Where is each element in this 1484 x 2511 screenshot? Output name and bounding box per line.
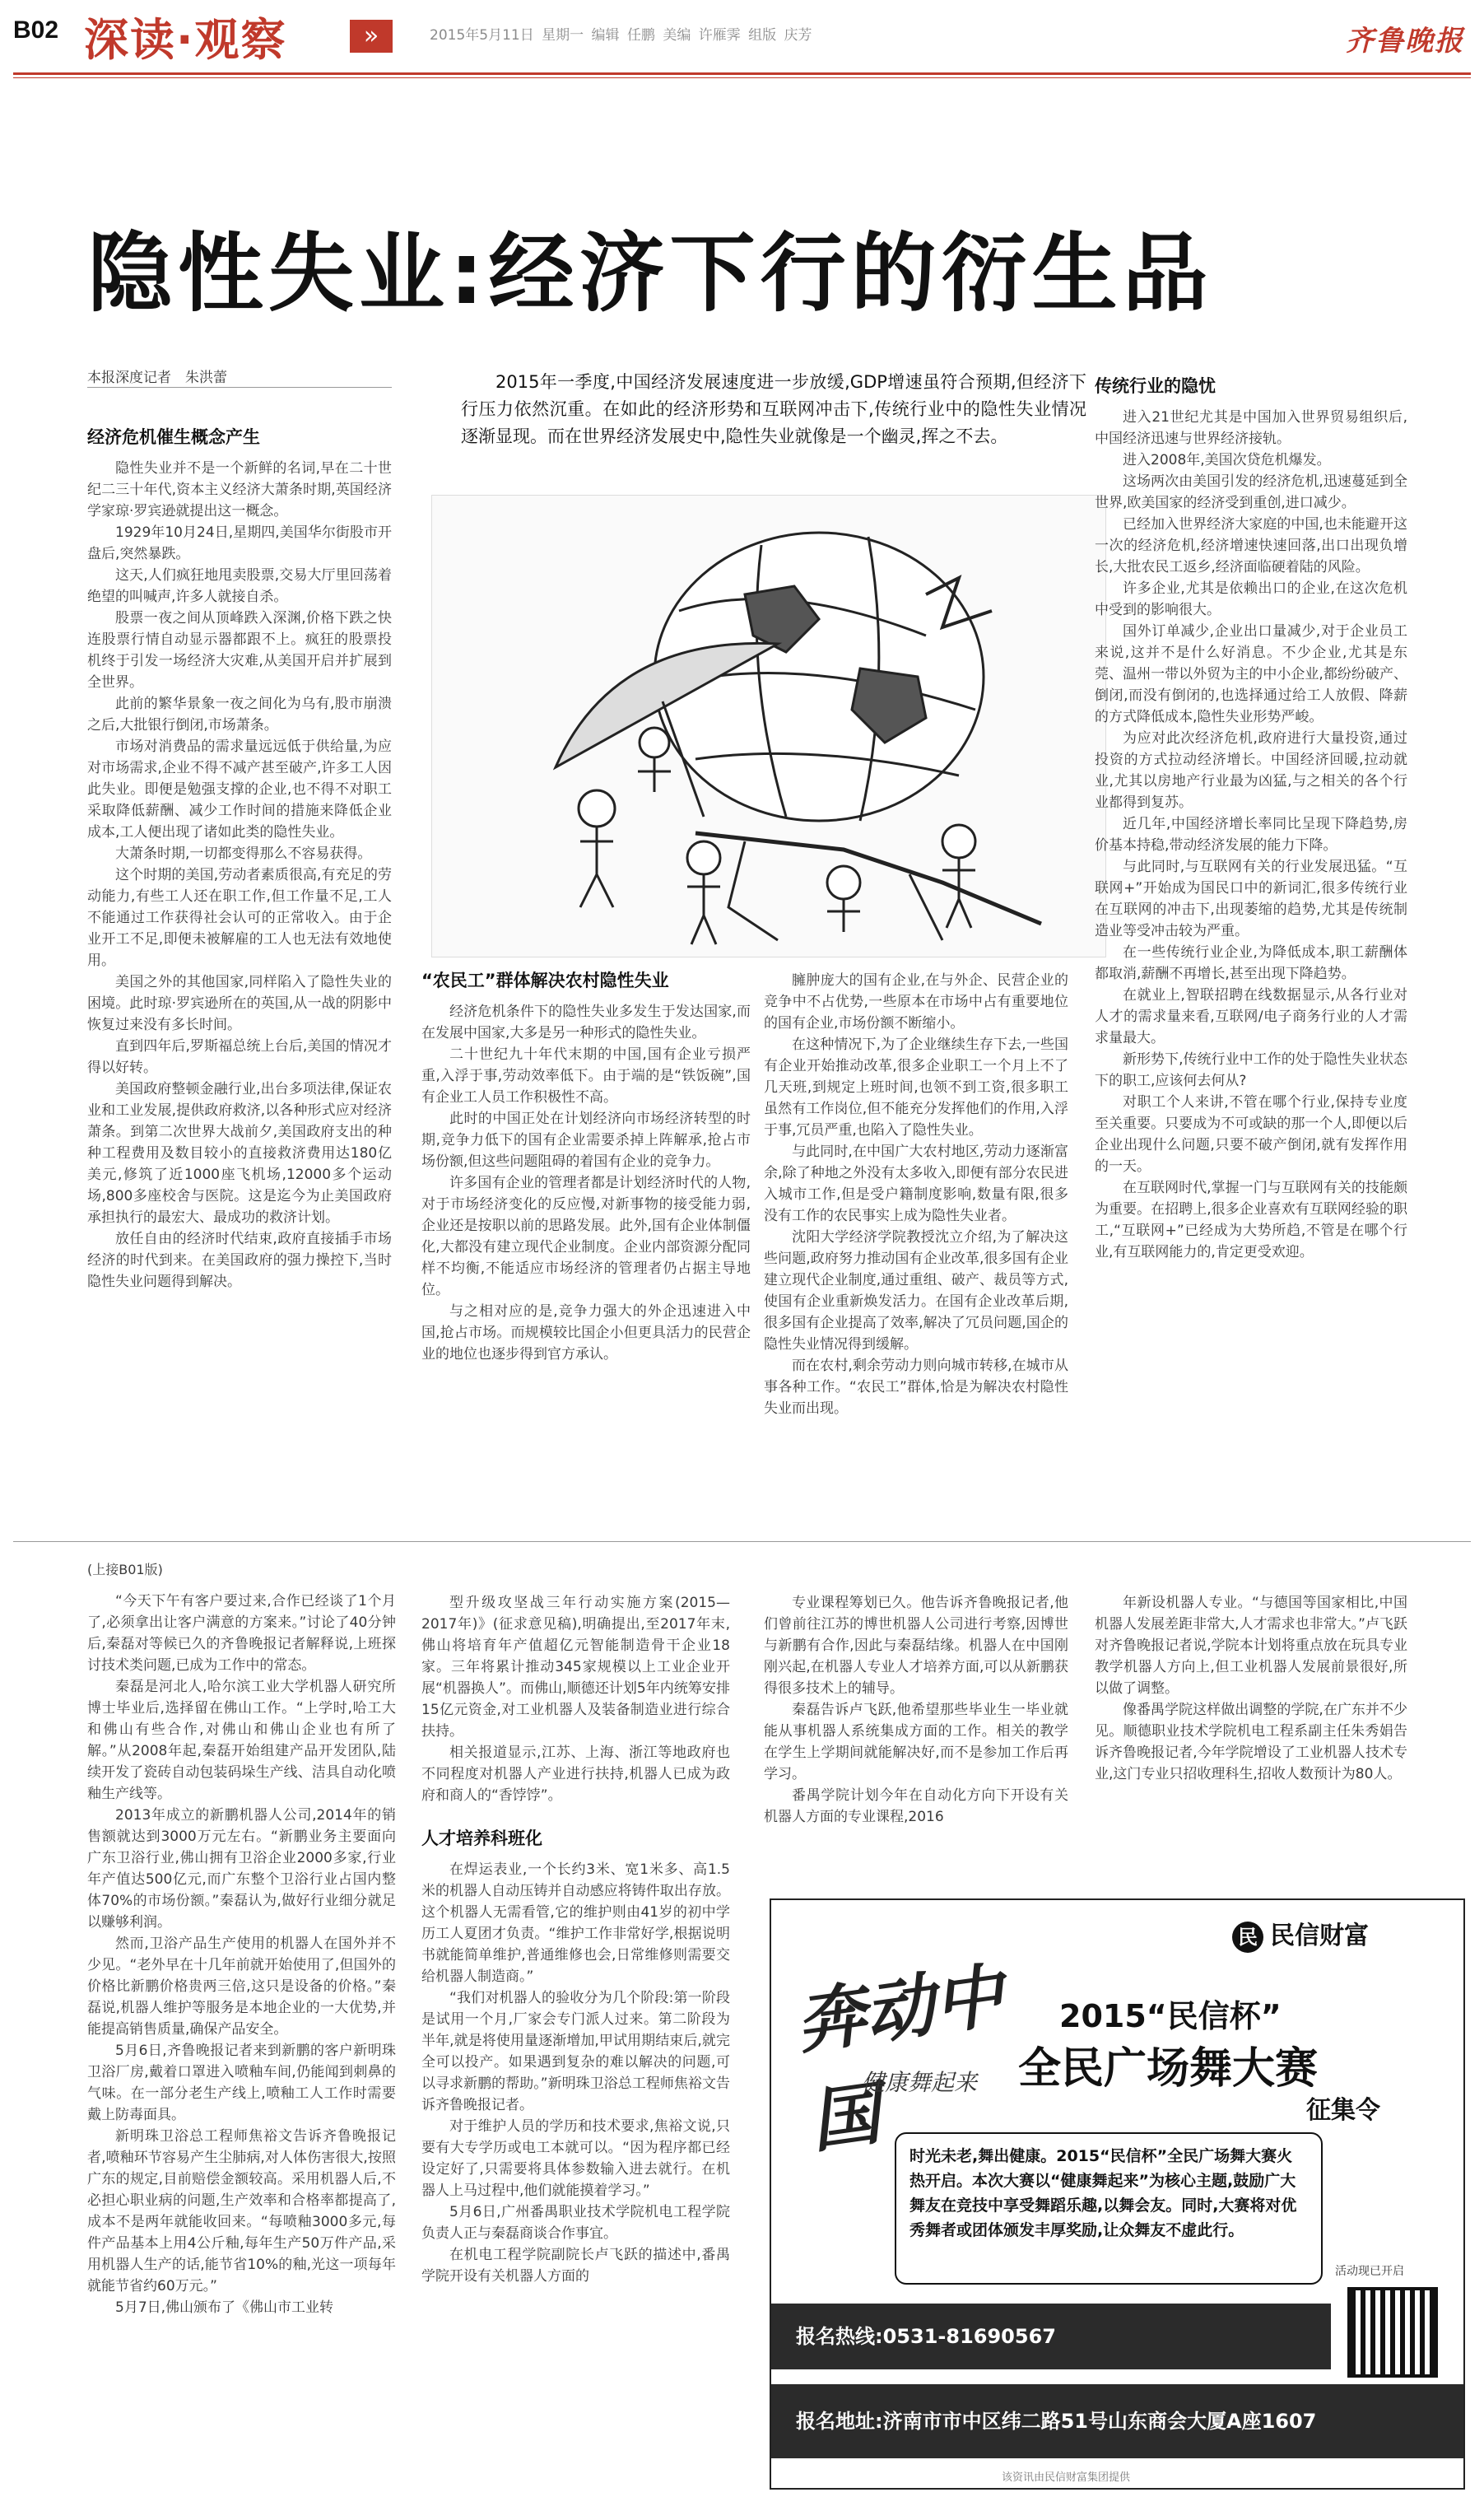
continued-col2b-body bbox=[421, 1859, 730, 2287]
paragraph: 与此同时,在中国广大农村地区,劳动力逐渐富余,除了种地之外没有太多收入,即便有部分农民进入城市工作,但是受户籍制度影响,数量有限,很多没有工作的农民事实上成为隐性失业者。 bbox=[764, 1144, 1068, 1224]
paragraph: 近几年,中国经济增长率同比呈现下降趋势,房价基本持稳,带动经济发展的能力下降。 bbox=[1095, 816, 1407, 854]
paragraph: “今天下午有客户要过来,合作已经谈了1个月了,必须拿出让客户满意的方案来。”讨论了40分钟后,秦磊对等候已久的齐鲁晚报记者解释说,上班探讨技术类问题,已成为工作中的常态。 bbox=[87, 1593, 396, 1674]
double-chevron-icon: » bbox=[350, 20, 393, 53]
brand-circle-icon: 民 bbox=[1232, 1922, 1263, 1953]
ad-year: 2015 bbox=[1059, 1998, 1147, 2034]
paragraph: 经济危机条件下的隐性失业多发生于发达国家,而在发展中国家,大多是另一种形式的隐性失业。 bbox=[421, 1004, 751, 1041]
continued-col1-body bbox=[87, 1591, 396, 2318]
col2-subhead: “农民工”群体解决农村隐性失业 bbox=[421, 971, 669, 990]
paragraph: 市场对消费品的需求量远远低于供给量,为应对市场需求,企业不得不减产甚至破产,许多工人因此失业。即便是勉强支撑的企业,也不得不对职工采取降低薪酬、减少工作时间的措施来降低企业成本,工人便出现了诸如此类的隐性失业。 bbox=[87, 738, 392, 841]
paragraph: 此前的繁华景象一夜之间化为乌有,股市崩溃之后,大批银行倒闭,市场萧条。 bbox=[87, 696, 392, 734]
paragraph: “我们对机器人的验收分为几个阶段:第一阶段是试用一个月,厂家会专门派人过来。第二阶段为半年,就是将使用量逐渐增加,甲试用期结束后,就完全可以投产。如果遇到复杂的难以解决的问题,可以寻求新鹏的帮助。”新明珠卫浴总工程师焦裕文告诉齐鲁晚报记者。 bbox=[421, 1990, 730, 2113]
ad-hotline-bar bbox=[771, 2304, 1331, 2369]
paragraph: 这场两次由美国引发的经济危机,迅速蔓延到全世界,欧美国家的经济受到重创,进口减少。 bbox=[1095, 473, 1407, 511]
continued-col3-body bbox=[764, 1592, 1068, 1828]
continued-col2-subhead: 人才培养科班化 bbox=[421, 1829, 542, 1848]
ad-hotline-label: 报名热线: bbox=[796, 2325, 883, 2348]
paragraph: 臃肿庞大的国有企业,在与外企、民营企业的竞争中不占优势,一些原本在市场中占有重要地位的国有企业,市场份额不断缩小。 bbox=[764, 972, 1068, 1032]
headline: 隐性失业:经济下行的衍生品 bbox=[87, 223, 1213, 324]
col4-subhead: 传统行业的隐忧 bbox=[1095, 376, 1216, 396]
ad-brand: 民信财富 bbox=[1270, 1922, 1369, 1950]
ad-event-title: 全民广场舞大赛 bbox=[1018, 2044, 1319, 2094]
paragraph: 型升级攻坚战三年行动实施方案(2015—2017年)》(征求意见稿),明确提出,至2017年末,佛山将培育年产值超亿元智能制造骨干企业18家。三年将累计推动345家规模以上工业企业开展“机器换人”。而佛山,顺德还计划5年内统筹安排15亿元资金,对工业机器人及装备制造业进行综合扶持。 bbox=[421, 1595, 730, 1740]
continued-col2-body bbox=[421, 1592, 730, 1806]
ad-slogan-sub: 健康舞起来 bbox=[862, 2069, 978, 2096]
section-divider bbox=[13, 1541, 1471, 1542]
paragraph: 直到四年后,罗斯福总统上台后,美国的情况才得以好转。 bbox=[87, 1038, 392, 1076]
paragraph: 许多国有企业的管理者都是计划经济时代的人物,对于市场经济变化的反应慢,对新事物的接受能力弱,企业还是按职以前的思路发展。此外,国有企业体制僵化,大都没有建立现代企业制度。企业内部资源分配同样不均衡,不能适应市场经济的管理者仍占据主导地位。 bbox=[421, 1175, 751, 1298]
paragraph: 美国之外的其他国家,同样陷入了隐性失业的困境。此时琼·罗宾逊所在的英国,从一战的阴影中恢复过来没有多长时间。 bbox=[87, 974, 392, 1033]
issue-proof: 组版 庆芳 bbox=[748, 27, 812, 44]
ad-address: 济南市市中区纬二路51号山东商会大厦A座1607 bbox=[882, 2410, 1317, 2433]
ad-address-bar bbox=[771, 2384, 1465, 2458]
paragraph: 许多企业,尤其是依赖出口的企业,在这次危机中受到的影响很大。 bbox=[1095, 580, 1407, 618]
paragraph: 在这种情况下,为了企业继续生存下去,一些国有企业开始推动改革,很多企业职工一个月上不了几天班,到规定上班时间,也领不到工资,很多职工虽然有工作岗位,但不能充分发挥他们的作用,入浮于事,冗员严重,也陷入了隐性失业。 bbox=[764, 1037, 1068, 1139]
issue-designer: 美编 许雁霁 bbox=[663, 27, 741, 44]
paragraph: 秦磊告诉卢飞跃,他希望那些毕业生一毕业就能从事机器人系统集成方面的工作。相关的教学在学生上学期间就能解决好,而不是参加工作后再学习。 bbox=[764, 1702, 1068, 1782]
paragraph: 对于维护人员的学历和技术要求,焦裕文说,只要有大专学历或电工本就可以。“因为程序都已经设定好了,只需要将具体参数输入进去就行。在机器人上马过程中,他们就能摸着学习。” bbox=[421, 2118, 730, 2199]
paragraph: 新明珠卫浴总工程师焦裕文告诉齐鲁晚报记者,喷釉环节容易产生尘肺病,对人体伤害很大,按照广东的规定,目前赔偿金额较高。采用机器人后,不必担心职业病的问题,生产效率和合格率都提高了,成本不是两年就能收回来。“每喷釉3000多元,每件产品基本上用4公斤釉,每年生产50万件产品,采用机器人生产的话,能节省10%的釉,光这一项每年就能节省约60万元。” bbox=[87, 2128, 396, 2294]
page-number: B02 bbox=[13, 16, 59, 44]
paragraph: 这个时期的美国,劳动者素质很高,有充足的劳动能力,有些工人还在职工作,但工作量不足,工人不能通过工作获得社会认可的正常收入。由于企业开工不足,即便未被解雇的工人也无法有效地使用。 bbox=[87, 867, 392, 969]
continued-column-2 bbox=[421, 1592, 730, 2506]
header-rule-thin bbox=[13, 77, 1471, 78]
paragraph: 番禺学院计划今年在自动化方向下开设有关机器人方面的专业课程,2016 bbox=[764, 1787, 1068, 1825]
col1-body bbox=[87, 458, 392, 1293]
paragraph: 为应对此次经济危机,政府进行大量投资,通过投资的方式拉动经济增长。中国经济回暖,拉动就业,尤其以房地产行业最为凶猛,与之相关的各个行业都得到复苏。 bbox=[1095, 730, 1407, 811]
ad-qr-label: 活动现已开启 bbox=[1335, 2265, 1404, 2278]
ad-hotline[interactable]: 0531-81690567 bbox=[882, 2325, 1056, 2348]
paragraph: 秦磊是河北人,哈尔滨工业大学机器人研究所博士毕业后,选择留在佛山工作。“上学时,哈工大和佛山有些合作,对佛山和佛山企业也有所了解。”从2008年起,秦磊开始组建产品开发团队,陆续开发了瓷砖自动包装码垛生产线、洁具自动化喷釉生产线等。 bbox=[87, 1679, 396, 1802]
article-column-3 bbox=[764, 970, 1068, 1538]
advertisement[interactable] bbox=[770, 1898, 1465, 2490]
cartoon-illustration bbox=[431, 495, 1106, 957]
issue-date: 2015年5月11日 bbox=[430, 27, 534, 44]
ad-brand-logo bbox=[1232, 1915, 1446, 1956]
paragraph: 1929年10月24日,星期四,美国华尔街股市开盘后,突然暴跌。 bbox=[87, 524, 392, 562]
paragraph: 已经加入世界经济大家庭的中国,也未能避开这一次的经济危机,经济增速快速回落,出口出现负增长,大批农民工返乡,经济面临硬着陆的风险。 bbox=[1095, 516, 1407, 575]
continued-column-3 bbox=[764, 1592, 1068, 1889]
paragraph: 在互联网时代,掌握一门与互联网有关的技能颇为重要。在招聘上,很多企业喜欢有互联网经验的职工,“互联网+”已经成为大势所趋,不管是在哪个行业,有互联网能力的,肯定更受欢迎。 bbox=[1095, 1180, 1407, 1260]
paragraph: 相关报道显示,江苏、上海、浙江等地政府也不同程度对机器人产业进行扶持,机器人已成为政府和商人的“香饽饽”。 bbox=[421, 1745, 730, 1804]
paragraph: 股票一夜之间从顶峰跌入深渊,价格下跌之快连股票行情自动显示器都跟不上。疯狂的股票投机终于引发一场经济大灾难,从美国开启并扩展到全世界。 bbox=[87, 610, 392, 691]
paragraph: 放任自由的经济时代结束,政府直接插手市场经济的时代到来。在美国政府的强力操控下,当时隐性失业问题得到解决。 bbox=[87, 1231, 392, 1290]
issue-meta bbox=[430, 23, 812, 44]
byline: 本报深度记者 朱洪蕾 bbox=[87, 370, 227, 386]
qr-code-icon[interactable] bbox=[1347, 2287, 1438, 2378]
continued-column-4 bbox=[1095, 1592, 1407, 1889]
paragraph: 对职工个人来讲,不管在哪个行业,保持专业度至关重要。只要成为不可或缺的那一个人,即便以后企业出现什么问题,只要不破产倒闭,就有发挥作用的一天。 bbox=[1095, 1094, 1407, 1175]
paragraph: 5月7日,佛山颁布了《佛山市工业转 bbox=[115, 2299, 334, 2316]
paragraph: 与此同时,与互联网有关的行业发展迅猛。“互联网+”开始成为国民口中的新词汇,很多传统行业在互联网的冲击下,出现萎缩的趋势,尤其是传统制造业等受冲击较为严重。 bbox=[1095, 859, 1407, 939]
paragraph: 而在农村,剩余劳动力则向城市转移,在城市从事各种工作。“农民工”群体,恰是为解决农村隐性失业而出现。 bbox=[764, 1358, 1068, 1417]
paragraph: 二十世纪九十年代末期的中国,国有企业亏损严重,入浮于事,劳动效率低下。由于端的是“铁饭碗”,国有企业工人员工作积极性不高。 bbox=[421, 1046, 751, 1106]
paragraph: 在一些传统行业企业,为降低成本,职工薪酬体都取消,薪酬不再增长,甚至出现下降趋势。 bbox=[1095, 944, 1407, 982]
paragraph: 这天,人们疯狂地甩卖股票,交易大厅里回荡着绝望的叫喊声,许多人就接自杀。 bbox=[87, 567, 392, 605]
paragraph: 在就业上,智联招聘在线数据显示,从各行业对人才的需求量来看,互联网/电子商务行业的人才需求量最大。 bbox=[1095, 987, 1407, 1046]
col2-body bbox=[421, 1001, 751, 1365]
paragraph: 年新设机器人专业。“与德国等国家相比,中国机器人发展差距非常大,人才需求也非常大。”卢飞跃对齐鲁晚报记者说,学院本计划将重点放在玩具专业教学机器人方向上,但工业机器人发展前景很好,所以做了调整。 bbox=[1095, 1595, 1407, 1697]
ad-footer: 该资讯由民信财富集团提供 bbox=[1002, 2471, 1131, 2484]
continued-col4-body bbox=[1095, 1592, 1407, 1785]
paragraph: 美国政府整顿金融行业,出台多项法律,保证农业和工业发展,提供政府救济,以各种形式应对经济萧条。到第二次世界大战前夕,美国政府支出的种种工程费用及数目较小的直接救济费用达180亿美元,修筑了近1000座飞机场,12000多个运动场,800多座校舍与医院。这是迄今为止美国政府承担执行的最宏大、最成功的救济计划。 bbox=[87, 1081, 392, 1226]
paragraph: 像番禺学院这样做出调整的学院,在广东并不少见。顺德职业技术学院机电工程系副主任朱秀娟告诉齐鲁晚报记者,今年学院增设了工业机器人技术专业,这门专业只招收理科生,招收人数预计为80人。 bbox=[1095, 1702, 1407, 1782]
col1-subhead: 经济危机催生概念产生 bbox=[87, 427, 260, 447]
issue-weekday: 星期一 bbox=[542, 27, 584, 44]
ad-body-box: 时光未老,舞出健康。2015“民信杯”全民广场舞大赛火热开启。本次大赛以“健康舞起来”为核心主题,鼓励广大舞友在竞技中享受舞蹈乐趣,以舞会友。同时,大赛将对优秀舞者或团体颁发丰厚奖励,让众舞友不虚此行。 bbox=[895, 2132, 1323, 2285]
paragraph: 在焊运表业,一个长约3米、宽1米多、高1.5米的机器人自动压铸并自动感应将铸件取出存放。这个机器人无需看管,它的维护则由41岁的初中学历工人夏团才负责。“维护工作非常好学,根据说明书就能简单维护,普通维修也会,日常维修则需要交给机器人制造商。” bbox=[421, 1861, 730, 1985]
paragraph: 在机电工程学院副院长卢飞跃的描述中,番禺学院开设有关机器人方面的 bbox=[421, 2247, 730, 2285]
header-rule bbox=[13, 72, 1471, 75]
paragraph: 进入21世纪尤其是中国加入世界贸易组织后,中国经济迅速与世界经济接轨。 bbox=[1095, 409, 1407, 447]
col4-body bbox=[1095, 407, 1407, 1263]
article-column-4 bbox=[1095, 370, 1407, 1538]
byline-rule bbox=[87, 387, 392, 388]
paragraph: 进入2008年,美国次贷危机爆发。 bbox=[1123, 452, 1331, 468]
paragraph: 国外订单减少,企业出口量减少,对于企业员工来说,这并不是什么好消息。不少企业,尤其是东莞、温州一带以外贸为主的中小企业,都纷纷破产、倒闭,而没有倒闭的,也选择通过给工人放假、降薪的方式降低成本,隐性失业形势严峻。 bbox=[1095, 623, 1407, 725]
newspaper-logo: 齐鲁晚报 bbox=[1346, 25, 1464, 58]
cartoon-svg bbox=[432, 496, 1107, 958]
article-column-2 bbox=[421, 970, 751, 1538]
paragraph: 然而,卫浴产品生产使用的机器人在国外并不少见。“老外早在十几年前就开始使用了,但国外的价格比新鹏价格贵两三倍,这只是设备的价格。”秦磊说,机器人维护等服务是本地企业的一大优势,并能提高销售质量,确保产品安全。 bbox=[87, 1936, 396, 2038]
paragraph: 沈阳大学经济学院教授沈立介绍,为了解决这些问题,政府努力推动国有企业改革,很多国有企业建立现代企业制度,通过重组、破产、裁员等方式,使国有企业重新焕发活力。在国有企业改革后期,很多国有企业提高了效率,解决了冗员问题,国企的隐性失业情况得到缓解。 bbox=[764, 1229, 1068, 1353]
ad-address-label: 报名地址: bbox=[796, 2410, 883, 2433]
ad-year-cup bbox=[1059, 1991, 1282, 2036]
paragraph: 5月6日,齐鲁晚报记者来到新鹏的客户新明珠卫浴厂房,戴着口罩进入喷釉车间,仍能闻到刺鼻的气味。在一部分老生产线上,喷釉工人工作时需要戴上防毒面具。 bbox=[87, 2043, 396, 2123]
article-column-1 bbox=[87, 422, 392, 1533]
continued-column-1 bbox=[87, 1559, 396, 2506]
ad-slogan-art: 奔动中国 bbox=[791, 1954, 1008, 2163]
paragraph: 大萧条时期,一切都变得那么不容易获得。 bbox=[115, 846, 372, 862]
paragraph: 新形势下,传统行业中工作的处于隐性失业状态下的职工,应该何去何从? bbox=[1095, 1051, 1407, 1089]
section-title: 深读·观察 bbox=[84, 14, 287, 66]
jump-label: (上接B01版) bbox=[87, 1562, 163, 1577]
paragraph: 与之相对应的是,竞争力强大的外企迅速进入中国,抢占市场。而规模较比国企小但更具活力的民营企业的地位也逐步得到官方承认。 bbox=[421, 1303, 751, 1363]
paragraph: 5月6日,广州番禺职业技术学院机电工程学院负责人正与秦磊商谈合作事宜。 bbox=[421, 2204, 730, 2242]
issue-editor: 编辑 任鹏 bbox=[591, 27, 655, 44]
paragraph: 此时的中国正处在计划经济向市场经济转型的时期,竞争力低下的国有企业需要杀掉上阵解承,抢占市场份额,但这些问题阻碍的着国有企业的竞争力。 bbox=[421, 1111, 751, 1170]
ad-cup: “民信杯” bbox=[1146, 1998, 1282, 2034]
ad-call: 征集令 bbox=[1306, 2096, 1380, 2125]
lede: 2015年一季度,中国经济发展速度进一步放缓,GDP增速虽符合预期,但经济下行压力依然沉重。在如此的经济形势和互联网冲击下,传统行业中的隐性失业情况逐渐显现。而在世界经济发展史中,隐性失业就像是一个幽灵,挥之不去。 bbox=[461, 372, 1086, 446]
paragraph: 2013年成立的新鹏机器人公司,2014年的销售额就达到3000万元左右。“新鹏业务主要面向广东卫浴行业,佛山拥有卫浴企业2000多家,行业年产值达500亿元,而广东整个卫浴行业占国内整体70%的市场份额。”秦磊认为,做好行业细分就足以赚够利润。 bbox=[87, 1807, 396, 1931]
paragraph: 专业课程筹划已久。他告诉齐鲁晚报记者,他们曾前往江苏的博世机器人公司进行考察,因博世与新鹏有合作,因此与秦磊结缘。机器人在中国刚刚兴起,在机器人专业人才培养方面,可以从新鹏获得很多技术上的辅导。 bbox=[764, 1595, 1068, 1697]
col3-body bbox=[764, 970, 1068, 1419]
paragraph: 隐性失业并不是一个新鲜的名词,早在二十世纪二三十年代,资本主义经济大萧条时期,英国经济学家琼·罗宾逊就提出这一概念。 bbox=[87, 460, 392, 519]
